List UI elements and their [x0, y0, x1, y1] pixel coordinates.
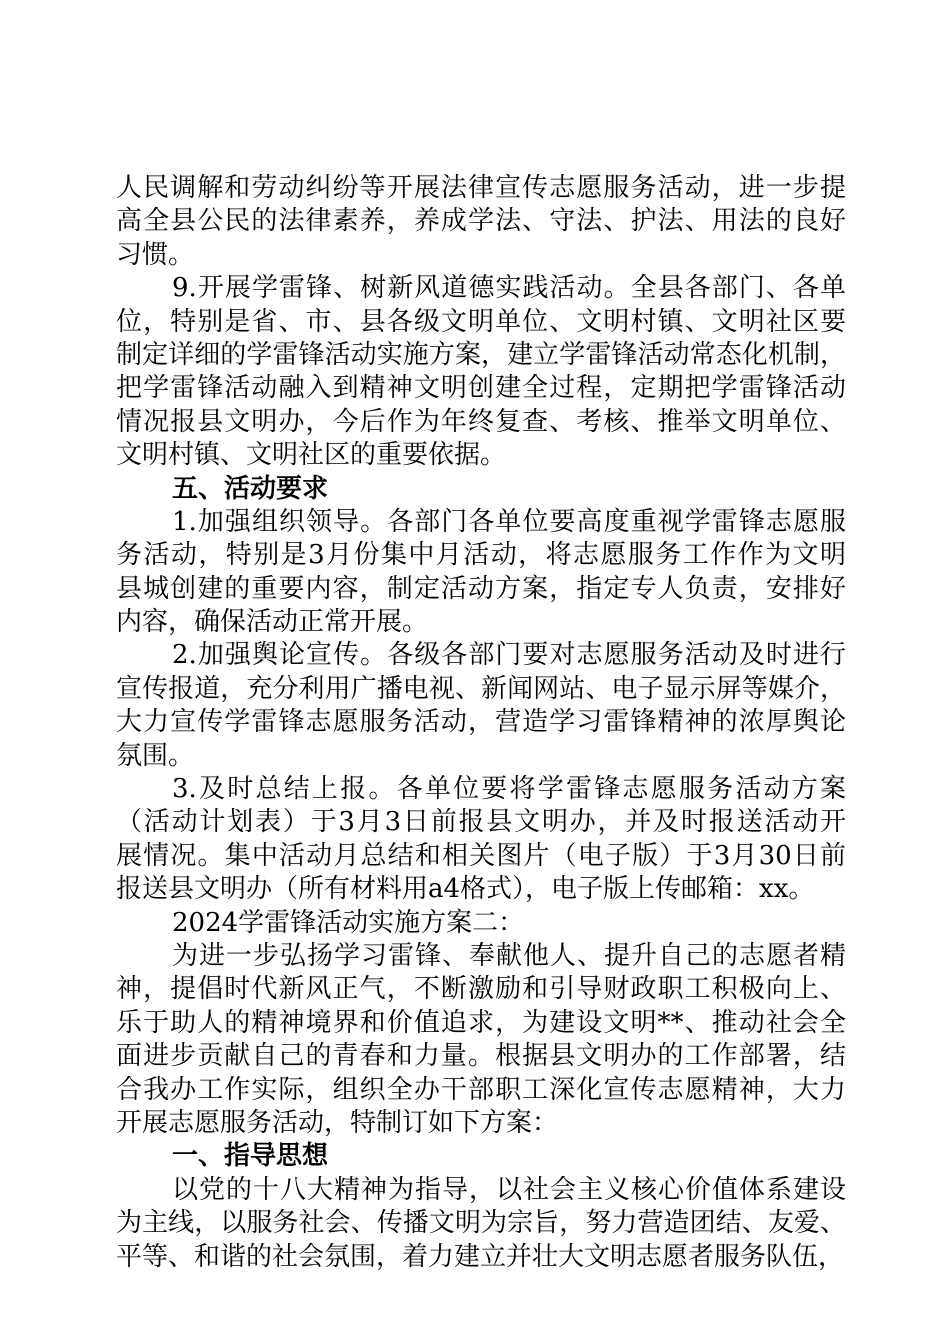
- paragraph: [116, 1174, 846, 1274]
- text-line: 展情况。集中活动月总结和相关图片（电子版）于3月30日前: [116, 840, 846, 871]
- text-line: 把学雷锋活动融入到精神文明创建全过程，定期把学雷锋活动: [116, 373, 846, 404]
- paragraph: [116, 506, 846, 640]
- text-line: 乐于助人的精神境界和价值追求，为建设文明**、推动社会全: [116, 1007, 846, 1038]
- text-line: 1.加强组织领导。各部门各单位要高度重视学雷锋志愿服: [172, 506, 846, 537]
- paragraph: [116, 172, 846, 272]
- paragraph: [116, 940, 846, 1140]
- text-line: 制定详细的学雷锋活动实施方案，建立学雷锋活动常态化机制，: [116, 339, 846, 370]
- text-line: 县城创建的重要内容，制定活动方案，指定专人负责，安排好: [116, 573, 846, 604]
- text-line: 神，提倡时代新风正气，不断激励和引导财政职工积极向上、: [116, 974, 846, 1005]
- paragraph: [116, 773, 846, 907]
- text-line: 内容，确保活动正常开展。: [116, 607, 429, 638]
- section-heading: [116, 1140, 846, 1173]
- text-line: 为进一步弘扬学习雷锋、奉献他人、提升自己的志愿者精: [172, 940, 846, 971]
- text-line: （活动计划表）于3月3日前报县文明办，并及时报送活动开: [116, 807, 846, 838]
- text-line: 合我办工作实际，组织全办干部职工深化宣传志愿精神，大力: [116, 1074, 846, 1105]
- paragraph: [116, 907, 846, 940]
- text-line: 宣传报道，充分利用广播电视、新闻网站、电子显示屏等媒介，: [116, 673, 846, 704]
- text-line: 2.加强舆论宣传。各级各部门要对志愿服务活动及时进行: [172, 640, 846, 671]
- text-line: 大力宣传学雷锋志愿服务活动，营造学习雷锋精神的浓厚舆论: [116, 707, 846, 738]
- text-line: 位，特别是省、市、县各级文明单位、文明村镇、文明社区要: [116, 306, 846, 337]
- text-line: 五、活动要求: [172, 473, 329, 504]
- text-line: 面进步贡献自己的青春和力量。根据县文明办的工作部署，结: [116, 1041, 846, 1072]
- paragraph: [116, 272, 846, 472]
- text-line: 报送县文明办（所有材料用a4格式），电子版上传邮箱：xx。: [116, 874, 815, 905]
- text-line: 氛围。: [116, 740, 195, 771]
- text-line: 文明村镇、文明社区的重要依据。: [116, 440, 507, 471]
- text-line: 开展志愿服务活动，特制订如下方案：: [116, 1107, 559, 1138]
- document-body: [116, 172, 846, 1274]
- text-line: 为主线，以服务社会、传播文明为宗旨，努力营造团结、友爱、: [116, 1208, 846, 1239]
- text-line: 情况报县文明办，今后作为年终复查、考核、推举文明单位、: [116, 406, 846, 437]
- paragraph: [116, 639, 846, 773]
- text-line: 9.开展学雷锋、树新风道德实践活动。全县各部门、各单: [172, 273, 846, 304]
- text-line: 一、指导思想: [172, 1141, 329, 1172]
- text-line: 务活动，特别是3月份集中月活动，将志愿服务工作作为文明: [116, 540, 846, 571]
- text-line: 2024学雷锋活动实施方案二：: [172, 907, 525, 938]
- text-line: 平等、和谐的社会氛围，着力建立并壮大文明志愿者服务队伍，: [116, 1241, 845, 1272]
- text-line: 高全县公民的法律素养，养成学法、守法、护法、用法的良好: [116, 206, 846, 237]
- text-line: 3.及时总结上报。各单位要将学雷锋志愿服务活动方案: [172, 774, 846, 805]
- section-heading: [116, 473, 846, 506]
- text-line: 习惯。: [116, 239, 195, 270]
- text-line: 人民调解和劳动纠纷等开展法律宣传志愿服务活动，进一步提: [116, 173, 846, 203]
- text-line: 以党的十八大精神为指导，以社会主义核心价值体系建设: [172, 1174, 846, 1205]
